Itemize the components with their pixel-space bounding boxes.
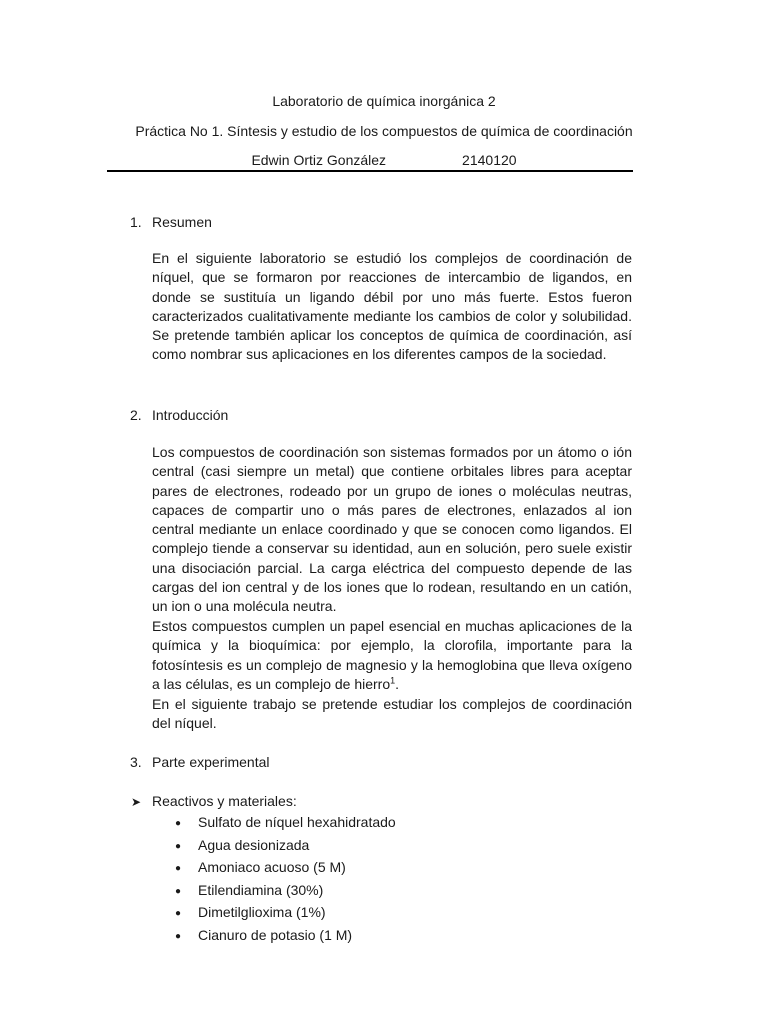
list-item [175,880,396,903]
resumen-paragraph: En el siguiente laboratorio se estudió los complejos de coordinación de níquel, que se formaron por reacciones de intercambio de ligandos, en donde se sustituía un ligando débil por uno más fuerte. Estos fueron caracterizados cualitativamente mediante los cambios de color y solubilidad. Se pretende también aplicar los conceptos de química de coordinación, así como nombrar sus aplicaciones en los diferentes campos de la sociedad. [152,250,632,363]
bullet-icon: ● [175,908,182,920]
footnote-ref: 1 [390,675,396,686]
list-item-text: Etilendiamina (30%) [198,881,324,898]
introduccion-paragraph-3: En el siguiente trabajo se pretende estudiar los complejos de coordinación del níquel. [152,696,632,732]
section-number: 1. [130,214,142,230]
paragraph-end: . [395,675,400,692]
bullet-icon: ● [175,840,182,852]
practice-title: Práctica No 1. Síntesis y estudio de los compuestos de química de coordinación [135,123,633,139]
header-divider [107,170,633,172]
section-heading-resumen [130,213,212,231]
introduccion-paragraph-1: Los compuestos de coordinación son sistemas formados por un átomo o ión central (casi siempre un metal) que contiene orbitales libres para aceptar pares de electrones, rodeado por un grupo de iones o moléculas neutras, capaces de compartir uno o más pares de electrones, enlazados al ion central mediante un enlace coordinado y que se conocen como ligandos. El complejo tiende a conservar su identidad, aun en solución, pero suele existir una disociación parcial. La carga eléctrica del compuesto depende de las cargas del ion central y de los iones que lo rodean, resultando en un catión, un ion o una molécula neutra. [152,444,632,615]
student-id: 2140120 [462,152,517,168]
list-item-text: Sulfato de níquel hexahidratado [198,814,396,830]
course-title: Laboratorio de química inorgánica 2 [272,93,496,109]
section-heading-introduccion [130,406,228,424]
section-number: 3. [130,754,142,770]
section-title: Introducción [152,407,229,423]
author-line [0,151,768,169]
bullet-icon: ● [175,863,182,875]
section-heading-experimental [130,753,270,771]
materials-list [175,812,396,948]
list-item-text: Cianuro de potasio (1 M) [198,926,353,943]
bullet-icon: ● [175,818,182,829]
section-title: Parte experimental [152,754,270,770]
subheading-text: Reactivos y materiales: [152,793,297,809]
list-item-text: Amoniaco acuoso (5 M) [198,859,346,876]
bullet-icon: ● [175,885,182,897]
section-number: 2. [130,407,142,423]
author-name: Edwin Ortiz González [251,152,387,168]
list-item [175,812,396,835]
materials-subheading [131,792,297,811]
list-item [175,857,396,880]
paragraph-text: Estos compuestos cumplen un papel esencial en muchas aplicaciones de la química y la bioquímica: por ejemplo, la clorofila, importante para la fotosíntesis es un complejo de magnesio y la hemoglobina que lleva oxígeno a las células, es un complejo de hierro [152,618,632,692]
introduccion-paragraph-2 [152,617,632,694]
section-title: Resumen [152,214,212,230]
bullet-icon: ● [175,930,182,942]
arrow-bullet-icon: ➤ [131,795,142,809]
list-item [175,835,396,858]
list-item-text: Agua desionizada [198,836,310,853]
list-item [175,902,396,925]
list-item-text: Dimetilglioxima (1%) [198,904,326,921]
list-item [175,925,396,948]
